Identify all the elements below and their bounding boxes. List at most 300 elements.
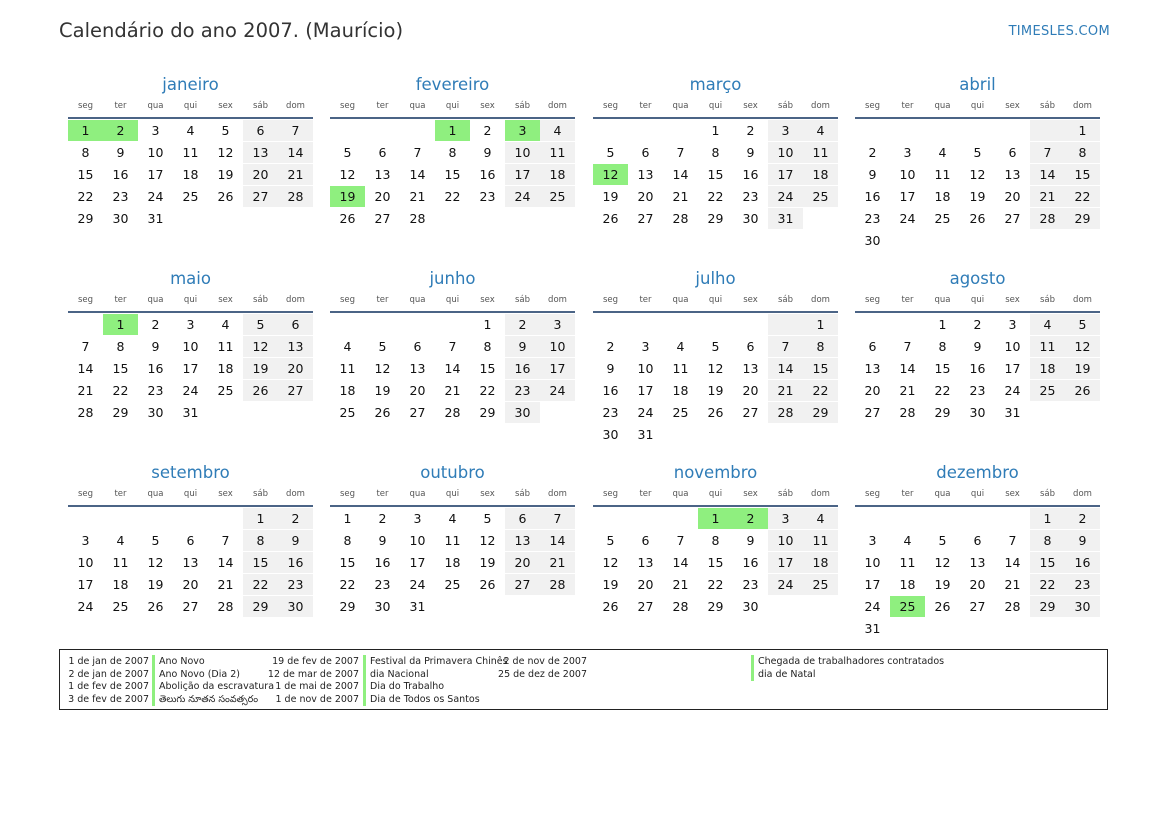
- weekday-label: qua: [147, 295, 164, 305]
- day-cell: 14: [899, 361, 916, 376]
- day-cell: 18: [1030, 358, 1065, 379]
- day-cell: 20: [637, 189, 654, 204]
- day-cell: 6: [186, 533, 195, 548]
- month-name: setembro: [151, 463, 230, 482]
- weekday-label: ter: [901, 489, 914, 499]
- day-cell: 19: [969, 189, 986, 204]
- empty-cell: [663, 424, 698, 445]
- empty-cell: [768, 314, 803, 335]
- day-grid: [68, 120, 313, 230]
- day-cell: 18: [540, 164, 575, 185]
- day-cell: 27: [278, 380, 313, 401]
- empty-cell: [698, 424, 733, 445]
- empty-cell: [365, 120, 400, 141]
- weekday-label: dom: [548, 295, 567, 305]
- empty-cell: [803, 208, 838, 229]
- day-cell: 28: [77, 405, 94, 420]
- day-cell: 29: [243, 596, 278, 617]
- weekday-label: seg: [339, 101, 356, 111]
- day-cell: 20: [969, 577, 986, 592]
- legend-date: 1 de fev de 2007: [68, 681, 149, 693]
- day-cell: 5: [378, 339, 387, 354]
- day-cell: 18: [444, 555, 461, 570]
- empty-cell: [68, 314, 103, 335]
- day-cell: 3: [768, 120, 803, 141]
- day-cell: 23: [479, 189, 496, 204]
- day-cell: 10: [637, 361, 654, 376]
- day-cell: 4: [676, 339, 685, 354]
- day-cell: 8: [448, 145, 457, 160]
- day-cell: 25: [182, 189, 199, 204]
- day-cell: 2: [278, 508, 313, 529]
- day-cell: 10: [1004, 339, 1021, 354]
- day-cell: 2: [378, 511, 387, 526]
- day-cell: 13: [637, 167, 654, 182]
- day-cell: 2: [973, 317, 982, 332]
- weekday-label: qui: [970, 101, 985, 111]
- day-cell: 21: [444, 383, 461, 398]
- empty-cell: [733, 424, 768, 445]
- day-cell: 2: [1065, 508, 1100, 529]
- empty-cell: [208, 508, 243, 529]
- day-cell: 21: [768, 380, 803, 401]
- empty-cell: [663, 508, 698, 529]
- day-cell: 16: [864, 189, 881, 204]
- day-cell: 23: [505, 380, 540, 401]
- site-link[interactable]: TIMESLES.COM: [1008, 24, 1110, 39]
- month-setembro: [68, 462, 313, 618]
- day-cell: 24: [409, 577, 426, 592]
- day-cell: 8: [803, 336, 838, 357]
- day-cell: 4: [221, 317, 230, 332]
- day-cell: 10: [899, 167, 916, 182]
- weekday-label: dom: [548, 101, 567, 111]
- day-cell: 15: [803, 358, 838, 379]
- empty-cell: [593, 508, 628, 529]
- weekday-label: seg: [339, 489, 356, 499]
- legend-holiday-name: Dia de Todos os Santos: [363, 693, 480, 706]
- day-cell: 8: [711, 145, 720, 160]
- empty-cell: [208, 402, 243, 423]
- empty-cell: [505, 208, 540, 229]
- day-cell: 21: [672, 577, 689, 592]
- day-cell: 16: [374, 555, 391, 570]
- weekday-label: qua: [147, 101, 164, 111]
- day-cell: 15: [707, 555, 724, 570]
- day-cell: 23: [602, 405, 619, 420]
- day-cell: 21: [1004, 577, 1021, 592]
- month-name: maio: [170, 269, 211, 288]
- month-name: julho: [695, 269, 736, 288]
- day-cell: 7: [278, 120, 313, 141]
- weekday-label: sex: [480, 295, 495, 305]
- day-cell: 1: [68, 120, 103, 141]
- day-cell: 9: [606, 361, 615, 376]
- empty-cell: [505, 596, 540, 617]
- day-grid: [330, 314, 575, 424]
- weekday-label: dom: [811, 489, 830, 499]
- day-cell: 23: [112, 189, 129, 204]
- day-cell: 28: [672, 599, 689, 614]
- weekday-label: qua: [409, 295, 426, 305]
- day-cell: 30: [864, 233, 881, 248]
- weekday-label: dom: [1073, 295, 1092, 305]
- weekday-label: dom: [811, 295, 830, 305]
- day-cell: 3: [186, 317, 195, 332]
- weekday-label: sáb: [514, 295, 531, 305]
- day-cell: 22: [243, 574, 278, 595]
- day-cell: 5: [343, 145, 352, 160]
- legend-date: 19 de fev de 2007: [272, 656, 359, 667]
- header-rule: [330, 505, 575, 507]
- day-cell: 23: [1065, 574, 1100, 595]
- legend-holiday-name: Ano Novo: [152, 655, 205, 668]
- day-grid: [593, 120, 838, 230]
- day-cell: 3: [868, 533, 877, 548]
- day-cell: 20: [1004, 189, 1021, 204]
- day-cell: 31: [864, 621, 881, 636]
- legend-date: 25 de dez de 2007: [498, 668, 587, 680]
- day-cell: 26: [707, 405, 724, 420]
- day-cell: 1: [711, 123, 720, 138]
- day-cell: 17: [768, 552, 803, 573]
- empty-cell: [173, 508, 208, 529]
- day-cell: 19: [330, 186, 365, 207]
- weekday-label: dom: [286, 101, 305, 111]
- day-cell: 9: [746, 145, 755, 160]
- day-cell: 28: [278, 186, 313, 207]
- day-cell: 14: [672, 167, 689, 182]
- day-cell: 11: [112, 555, 129, 570]
- month-agosto: [855, 268, 1100, 424]
- day-cell: 20: [409, 383, 426, 398]
- weekday-label: qua: [409, 101, 426, 111]
- day-cell: 28: [444, 405, 461, 420]
- day-cell: 28: [768, 402, 803, 423]
- day-cell: 20: [637, 577, 654, 592]
- day-cell: 17: [77, 577, 94, 592]
- day-cell: 6: [413, 339, 422, 354]
- day-cell: 27: [409, 405, 426, 420]
- day-cell: 2: [151, 317, 160, 332]
- weekday-label: sáb: [514, 101, 531, 111]
- weekday-label: sáb: [252, 101, 269, 111]
- day-cell: 19: [217, 167, 234, 182]
- day-cell: 10: [768, 530, 803, 551]
- day-cell: 12: [707, 361, 724, 376]
- day-cell: 3: [505, 120, 540, 141]
- day-cell: 7: [1008, 533, 1017, 548]
- day-cell: 22: [934, 383, 951, 398]
- day-cell: 16: [479, 167, 496, 182]
- day-cell: 17: [864, 577, 881, 592]
- empty-cell: [925, 120, 960, 141]
- empty-cell: [890, 314, 925, 335]
- day-cell: 8: [938, 339, 947, 354]
- day-cell: 6: [378, 145, 387, 160]
- weekday-label: qua: [934, 295, 951, 305]
- weekday-label: seg: [602, 489, 619, 499]
- day-cell: 15: [479, 361, 496, 376]
- day-cell: 18: [339, 383, 356, 398]
- legend-date: 2 de jan de 2007: [68, 668, 149, 680]
- day-cell: 21: [540, 552, 575, 573]
- day-cell: 27: [742, 405, 759, 420]
- day-cell: 22: [444, 189, 461, 204]
- day-cell: 26: [479, 577, 496, 592]
- day-cell: 26: [339, 211, 356, 226]
- empty-cell: [1030, 402, 1065, 423]
- day-cell: 12: [934, 555, 951, 570]
- empty-cell: [628, 120, 663, 141]
- weekday-label: ter: [639, 101, 652, 111]
- day-cell: 27: [637, 599, 654, 614]
- empty-cell: [1030, 618, 1065, 639]
- day-cell: 18: [217, 361, 234, 376]
- header-rule: [593, 505, 838, 507]
- weekday-label: qui: [183, 295, 198, 305]
- day-cell: 9: [746, 533, 755, 548]
- day-cell: 15: [934, 361, 951, 376]
- empty-cell: [733, 314, 768, 335]
- day-grid: [855, 120, 1100, 252]
- day-cell: 10: [540, 336, 575, 357]
- empty-cell: [278, 208, 313, 229]
- day-cell: 29: [934, 405, 951, 420]
- weekday-header: [855, 292, 1100, 308]
- weekday-label: qui: [970, 489, 985, 499]
- weekday-label: ter: [376, 295, 389, 305]
- day-cell: 20: [864, 383, 881, 398]
- legend-holiday-name: dia Nacional: [363, 668, 429, 681]
- month-janeiro: [68, 74, 313, 230]
- day-cell: 8: [1030, 530, 1065, 551]
- legend-holiday-name: Dia do Trabalho: [363, 680, 444, 693]
- weekday-label: qui: [445, 489, 460, 499]
- day-cell: 4: [903, 533, 912, 548]
- day-cell: 20: [505, 552, 540, 573]
- weekday-label: sáb: [252, 295, 269, 305]
- day-cell: 10: [77, 555, 94, 570]
- legend-date: 1 de mai de 2007: [275, 681, 359, 693]
- day-cell: 16: [147, 361, 164, 376]
- day-cell: 2: [733, 508, 768, 529]
- empty-cell: [540, 402, 575, 423]
- empty-cell: [400, 314, 435, 335]
- weekday-label: sáb: [1039, 489, 1056, 499]
- weekday-header: [330, 292, 575, 308]
- empty-cell: [628, 508, 663, 529]
- weekday-label: sex: [1005, 295, 1020, 305]
- day-cell: 15: [1065, 164, 1100, 185]
- day-cell: 30: [147, 405, 164, 420]
- day-cell: 17: [768, 164, 803, 185]
- day-cell: 9: [483, 145, 492, 160]
- empty-cell: [540, 596, 575, 617]
- empty-cell: [1030, 230, 1065, 251]
- legend-holiday-name: తెలుగు నూతన సంవత్సరం: [152, 693, 258, 706]
- day-cell: 22: [112, 383, 129, 398]
- day-cell: 25: [444, 577, 461, 592]
- weekday-label: qua: [672, 101, 689, 111]
- day-cell: 14: [1030, 164, 1065, 185]
- month-name: novembro: [673, 463, 758, 482]
- weekday-label: dom: [286, 489, 305, 499]
- header-rule: [330, 311, 575, 313]
- day-cell: 29: [707, 211, 724, 226]
- day-cell: 4: [343, 339, 352, 354]
- empty-cell: [330, 314, 365, 335]
- day-cell: 1: [343, 511, 352, 526]
- day-cell: 23: [147, 383, 164, 398]
- month-name: outubro: [420, 463, 485, 482]
- day-cell: 30: [374, 599, 391, 614]
- day-cell: 2: [483, 123, 492, 138]
- day-cell: 6: [973, 533, 982, 548]
- day-cell: 20: [374, 189, 391, 204]
- day-cell: 17: [409, 555, 426, 570]
- empty-cell: [698, 314, 733, 335]
- empty-cell: [138, 508, 173, 529]
- weekday-label: qua: [672, 295, 689, 305]
- day-cell: 9: [868, 167, 877, 182]
- day-cell: 13: [374, 167, 391, 182]
- empty-cell: [435, 596, 470, 617]
- day-cell: 11: [182, 145, 199, 160]
- legend-date: 1 de nov de 2007: [275, 694, 359, 706]
- empty-cell: [768, 596, 803, 617]
- day-cell: 19: [934, 577, 951, 592]
- day-cell: 18: [934, 189, 951, 204]
- day-cell: 1: [435, 120, 470, 141]
- weekday-header: [855, 486, 1100, 502]
- day-cell: 7: [448, 339, 457, 354]
- day-cell: 29: [1030, 596, 1065, 617]
- holiday-legend: [59, 649, 1108, 710]
- weekday-label: sex: [480, 101, 495, 111]
- day-cell: 1: [803, 314, 838, 335]
- day-cell: 27: [637, 211, 654, 226]
- day-cell: 2: [746, 123, 755, 138]
- day-cell: 4: [540, 120, 575, 141]
- day-cell: 30: [505, 402, 540, 423]
- legend-holiday-name: Abolição da escravatura: [152, 680, 274, 693]
- weekday-label: sex: [218, 101, 233, 111]
- day-cell: 11: [1030, 336, 1065, 357]
- month-novembro: [593, 462, 838, 618]
- header-rule: [330, 117, 575, 119]
- day-cell: 30: [969, 405, 986, 420]
- day-cell: 11: [934, 167, 951, 182]
- day-cell: 17: [147, 167, 164, 182]
- empty-cell: [803, 596, 838, 617]
- day-cell: 5: [973, 145, 982, 160]
- day-cell: 30: [742, 599, 759, 614]
- day-cell: 7: [676, 533, 685, 548]
- day-grid: [593, 314, 838, 446]
- day-grid: [330, 508, 575, 618]
- day-cell: 9: [378, 533, 387, 548]
- day-cell: 11: [803, 142, 838, 163]
- day-cell: 28: [899, 405, 916, 420]
- header-rule: [593, 311, 838, 313]
- day-cell: 22: [339, 577, 356, 592]
- weekday-label: qui: [708, 489, 723, 499]
- month-name: março: [689, 75, 742, 94]
- day-cell: 1: [1030, 508, 1065, 529]
- day-cell: 11: [339, 361, 356, 376]
- day-cell: 5: [1065, 314, 1100, 335]
- day-cell: 27: [1004, 211, 1021, 226]
- day-cell: 9: [278, 530, 313, 551]
- weekday-label: ter: [639, 295, 652, 305]
- day-cell: 14: [672, 555, 689, 570]
- day-cell: 6: [746, 339, 755, 354]
- day-cell: 12: [602, 555, 619, 570]
- weekday-header: [593, 292, 838, 308]
- day-cell: 4: [1030, 314, 1065, 335]
- day-cell: 20: [243, 164, 278, 185]
- month-name: agosto: [949, 269, 1006, 288]
- day-cell: 13: [742, 361, 759, 376]
- weekday-header: [593, 486, 838, 502]
- day-cell: 24: [505, 186, 540, 207]
- day-cell: 8: [483, 339, 492, 354]
- empty-cell: [960, 508, 995, 529]
- empty-cell: [330, 120, 365, 141]
- day-cell: 26: [243, 380, 278, 401]
- empty-cell: [925, 508, 960, 529]
- weekday-label: sex: [743, 489, 758, 499]
- day-cell: 14: [768, 358, 803, 379]
- day-cell: 19: [602, 577, 619, 592]
- day-cell: 28: [1004, 599, 1021, 614]
- day-cell: 30: [742, 211, 759, 226]
- day-cell: 8: [116, 339, 125, 354]
- day-cell: 13: [637, 555, 654, 570]
- day-cell: 21: [217, 577, 234, 592]
- empty-cell: [890, 508, 925, 529]
- empty-cell: [400, 120, 435, 141]
- weekday-header: [330, 98, 575, 114]
- day-cell: 8: [1065, 142, 1100, 163]
- day-cell: 3: [768, 508, 803, 529]
- header-rule: [855, 311, 1100, 313]
- day-cell: 22: [707, 577, 724, 592]
- weekday-label: dom: [286, 295, 305, 305]
- weekday-label: ter: [114, 295, 127, 305]
- day-cell: 21: [278, 164, 313, 185]
- day-cell: 24: [147, 189, 164, 204]
- day-cell: 15: [243, 552, 278, 573]
- day-cell: 1: [483, 317, 492, 332]
- day-cell: 6: [505, 508, 540, 529]
- day-cell: 24: [899, 211, 916, 226]
- header-rule: [68, 117, 313, 119]
- day-cell: 9: [973, 339, 982, 354]
- day-cell: 18: [899, 577, 916, 592]
- empty-cell: [1065, 230, 1100, 251]
- weekday-label: seg: [864, 489, 881, 499]
- day-cell: 9: [116, 145, 125, 160]
- day-cell: 7: [1030, 142, 1065, 163]
- day-cell: 1: [938, 317, 947, 332]
- day-cell: 25: [112, 599, 129, 614]
- day-cell: 3: [540, 314, 575, 335]
- day-cell: 16: [742, 555, 759, 570]
- day-cell: 31: [768, 208, 803, 229]
- day-cell: 30: [1065, 596, 1100, 617]
